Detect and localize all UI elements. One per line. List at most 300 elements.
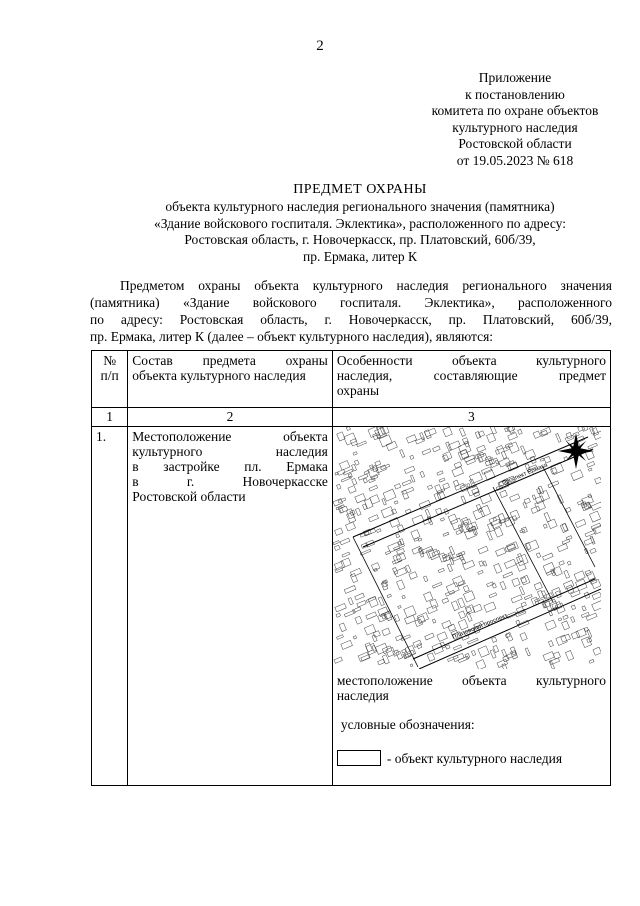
map-building: [381, 507, 394, 518]
map-building: [517, 553, 523, 561]
map-building: [478, 570, 484, 574]
map-building: [564, 570, 570, 578]
map-building: [401, 649, 405, 653]
map-building: [486, 531, 492, 540]
map-building: [396, 534, 400, 538]
intro-line: (памятника) «Здание войскового госпиталя. Эклектика», расположенного: [90, 295, 612, 310]
map-building: [553, 652, 560, 659]
map-building: [588, 443, 598, 449]
map-building: [380, 464, 389, 470]
map-building: [404, 606, 416, 618]
map-building: [404, 615, 415, 624]
map-building: [486, 433, 495, 443]
map-building: [442, 620, 452, 628]
map-building: [420, 471, 425, 477]
map-building: [495, 450, 499, 455]
composition-line: Местоположение объекта: [132, 429, 328, 444]
map-building: [506, 652, 516, 659]
map-building: [368, 515, 378, 522]
map-building: [382, 628, 390, 636]
map-building: [504, 559, 516, 568]
map-building: [508, 442, 519, 453]
map-building: [443, 483, 450, 489]
map-building: [541, 427, 551, 435]
map-building: [352, 607, 360, 613]
map-building: [539, 490, 550, 501]
map-building: [591, 502, 601, 510]
map-building: [548, 641, 553, 647]
map-building: [494, 527, 503, 537]
map-building: [510, 510, 520, 520]
row-number: 1.: [92, 427, 128, 786]
map-building: [446, 582, 459, 594]
map-building: [558, 618, 561, 621]
intro-line: пр. Ермака, литер К (далее – объект культурного наследия), являются:: [90, 329, 494, 344]
map-street-label: Проспект Ермака: [501, 462, 549, 487]
map-building: [345, 522, 355, 531]
location-map: [333, 427, 601, 669]
map-building: [563, 615, 568, 620]
map-building: [396, 580, 404, 590]
map-building: [463, 560, 475, 569]
map-building: [575, 519, 586, 527]
appendix-line: к постановлению: [465, 86, 565, 102]
map-building: [484, 602, 496, 612]
map-building: [377, 659, 384, 665]
map-building: [421, 546, 432, 554]
map-building: [500, 490, 508, 497]
map-building: [491, 637, 496, 642]
map-building: [417, 644, 422, 649]
map-building: [344, 586, 356, 594]
map-building: [461, 496, 466, 503]
map-building: [338, 498, 346, 503]
composition-line: культурного наследия: [132, 444, 328, 459]
map-building: [543, 524, 547, 528]
map-building: [448, 441, 460, 451]
map-building: [532, 495, 536, 500]
map-building: [549, 660, 555, 669]
map-building: [589, 511, 600, 522]
map-building: [458, 656, 468, 663]
map-building: [422, 449, 431, 455]
map-building: [534, 582, 542, 590]
map-building: [383, 489, 396, 501]
map-building: [350, 568, 361, 576]
map-building: [437, 632, 448, 642]
map-building: [393, 554, 402, 563]
map-building: [387, 594, 391, 598]
map-building: [570, 617, 574, 623]
subtitle-line: пр. Ермака, литер К: [302, 248, 418, 264]
map-building: [371, 475, 378, 480]
legend-item: [337, 750, 606, 766]
map-building: [399, 450, 404, 458]
map-building: [471, 650, 475, 655]
map-building: [370, 495, 380, 504]
map-building: [398, 541, 402, 545]
map-street-label: Платовский проспект: [451, 613, 509, 641]
map-building: [501, 451, 507, 459]
map-building: [440, 518, 444, 521]
map-building: [588, 468, 592, 471]
caption-line: местоположение объекта культурного: [336, 673, 606, 688]
map-building: [456, 551, 465, 557]
map-building: [377, 427, 389, 436]
intro-line: Предметом охраны объекта культурного наследия регионального значения: [120, 278, 612, 293]
column-number: 2: [128, 408, 333, 427]
map-building: [589, 659, 594, 663]
map-building: [559, 561, 564, 566]
map-building: [334, 545, 340, 550]
subtitle-line: Ростовская область, г. Новочеркасск, пр. Платовский, 60б/39,: [184, 232, 536, 247]
map-building: [586, 613, 597, 620]
map-building: [542, 553, 553, 560]
header-features-line: наследия, составляющие предмет: [336, 368, 606, 383]
map-building: [544, 512, 551, 522]
map-building: [434, 491, 445, 501]
map-building: [463, 591, 475, 602]
appendix-line: Приложение: [478, 70, 552, 85]
map-building: [458, 525, 463, 533]
map-building: [455, 483, 465, 490]
map-building: [341, 640, 353, 649]
map-drawing: [333, 427, 601, 669]
map-building: [340, 538, 350, 545]
map-building: [410, 455, 414, 459]
header-composition: [128, 351, 333, 408]
map-building: [369, 465, 374, 471]
map-building: [411, 530, 420, 540]
map-building: [448, 624, 456, 631]
map-building: [565, 650, 573, 660]
map-building: [443, 427, 453, 437]
composition-line: в застройке пл. Ермака: [132, 459, 328, 474]
map-building: [373, 631, 380, 638]
column-number-row: [92, 408, 611, 427]
map-building: [475, 431, 481, 438]
map-building: [342, 552, 350, 557]
map-building: [585, 570, 591, 576]
map-building: [442, 598, 449, 604]
map-building: [489, 458, 499, 468]
map-building: [511, 595, 522, 603]
map-building: [337, 432, 345, 441]
map-building: [507, 544, 515, 550]
map-building: [394, 501, 398, 504]
header-number: [92, 351, 128, 408]
map-building: [495, 548, 505, 557]
map-building: [355, 593, 365, 600]
map-building: [535, 501, 546, 511]
map-building: [445, 590, 454, 596]
map-caption: [337, 673, 606, 703]
map-building: [451, 601, 459, 611]
header-number-line: №: [103, 353, 117, 368]
map-building: [355, 508, 361, 515]
map-building: [364, 624, 376, 635]
map-building: [382, 646, 392, 654]
map-building: [402, 595, 405, 599]
map-building: [432, 619, 436, 623]
composition-line: Ростовской области: [132, 489, 246, 504]
map-building: [402, 480, 411, 486]
map-building: [445, 645, 450, 649]
map-building: [454, 462, 461, 468]
map-building: [386, 441, 397, 450]
row-composition: [128, 427, 333, 786]
header-number-line: п/п: [100, 368, 119, 383]
appendix-line: комитета по охране объектов: [431, 103, 599, 118]
map-building: [334, 528, 342, 536]
map-building: [398, 605, 401, 608]
map-building: [335, 603, 347, 612]
map-building: [339, 623, 346, 632]
header-features: [332, 351, 610, 408]
map-building: [346, 427, 350, 430]
map-building: [362, 504, 367, 510]
map-building: [543, 652, 554, 661]
document-subtitle: [60, 199, 640, 265]
intro-line: по адресу: Ростовская область, г. Новочеркасск, пр. Платовский, 60б/39,: [90, 312, 612, 327]
map-building: [520, 575, 529, 585]
header-features-line: Особенности объекта культурного: [336, 353, 606, 368]
appendix-line: Ростовской области: [458, 136, 572, 151]
map-building: [453, 653, 464, 661]
map-building: [465, 653, 470, 658]
map-building: [452, 467, 464, 477]
map-building: [432, 643, 443, 654]
map-building: [521, 602, 526, 607]
map-building: [363, 478, 367, 483]
map-building: [410, 475, 415, 482]
map-building: [561, 621, 569, 630]
map-building: [464, 529, 476, 539]
map-building: [355, 616, 362, 624]
map-building: [427, 653, 435, 661]
map-building: [490, 427, 496, 434]
map-building: [375, 461, 381, 466]
map-building: [524, 595, 532, 600]
map-building: [353, 452, 357, 456]
map-building: [467, 483, 470, 487]
map-building: [505, 461, 514, 467]
map-building: [485, 456, 491, 462]
map-building: [570, 590, 580, 597]
map-building: [479, 505, 490, 516]
map-building: [333, 541, 339, 545]
map-building: [437, 471, 443, 476]
protection-table: [91, 350, 611, 786]
map-building: [472, 488, 479, 494]
map-building: [581, 637, 591, 648]
map-building: [415, 438, 424, 444]
map-building: [557, 544, 567, 552]
legend-label: - объект культурного наследия: [386, 750, 563, 766]
column-number: 1: [92, 408, 128, 427]
map-building: [412, 546, 422, 554]
map-building: [493, 563, 501, 573]
map-building: [375, 643, 388, 654]
map-building: [480, 494, 491, 504]
map-building: [334, 657, 342, 663]
map-building: [432, 582, 442, 588]
map-building: [354, 460, 359, 465]
header-composition-line: Состав предмета охраны: [132, 353, 328, 368]
map-building: [341, 476, 351, 482]
map-building: [567, 561, 571, 565]
document-title: ПРЕДМЕТ ОХРАНЫ: [293, 182, 427, 197]
map-building: [476, 660, 486, 669]
map-building: [372, 635, 377, 642]
legend-title: условные обозначения:: [340, 717, 475, 732]
row-features: [332, 427, 610, 786]
map-building: [341, 558, 351, 568]
map-building: [335, 472, 338, 475]
map-building: [339, 461, 349, 471]
map-building: [472, 604, 481, 612]
map-building: [348, 486, 356, 494]
map-building: [463, 585, 469, 591]
map-building: [489, 593, 497, 598]
map-building: [423, 576, 428, 582]
map-building: [336, 635, 343, 640]
map-building: [555, 434, 560, 443]
map-building: [372, 645, 376, 651]
map-building: [457, 598, 465, 608]
map-building: [458, 450, 469, 461]
map-building: [453, 645, 461, 650]
map-building: [492, 583, 496, 588]
map-building: [584, 538, 594, 546]
map-building: [536, 553, 541, 558]
map-building: [473, 508, 485, 519]
subtitle-line: «Здание войскового госпиталя. Эклектика», расположенного по адресу:: [153, 215, 566, 231]
map-building: [592, 592, 601, 599]
map-street-platovsky: [413, 579, 601, 669]
table-header-row: [92, 351, 611, 408]
map-building: [582, 606, 586, 611]
map-building: [592, 601, 601, 611]
header-features-line: охраны: [336, 383, 380, 398]
map-building: [458, 611, 465, 619]
map-building: [478, 546, 488, 554]
map-building: [578, 427, 585, 431]
map-building: [504, 428, 507, 432]
map-building: [496, 445, 502, 450]
map-building: [587, 461, 595, 467]
header-composition-line: объекта культурного наследия: [132, 368, 306, 383]
map-building: [545, 620, 556, 630]
legend-box-icon: [337, 750, 381, 766]
map-building: [516, 561, 526, 571]
map-building: [508, 433, 518, 441]
map-building: [520, 446, 526, 455]
map-building: [427, 485, 432, 490]
map-building: [590, 548, 596, 553]
map-building: [369, 485, 378, 491]
column-number: 3: [332, 408, 610, 427]
appendix-line: от 19.05.2023 № 618: [456, 152, 574, 168]
map-building: [423, 592, 432, 602]
map-building: [531, 506, 540, 513]
map-building: [469, 472, 482, 484]
map-building: [371, 563, 380, 571]
map-building: [582, 427, 588, 431]
map-building: [490, 650, 496, 659]
caption-line: наследия: [336, 688, 389, 703]
map-building: [593, 525, 601, 535]
appendix-line: культурного наследия: [452, 119, 578, 135]
map-building: [432, 446, 440, 452]
map-building: [461, 559, 465, 564]
map-building: [336, 613, 341, 617]
map-building: [503, 572, 513, 578]
map-building: [348, 598, 353, 605]
map-building: [592, 428, 599, 436]
map-building: [447, 564, 452, 572]
map-building: [402, 487, 413, 494]
table-row: [92, 427, 611, 786]
map-building: [394, 484, 400, 490]
map-building: [353, 636, 356, 639]
map-building: [501, 649, 506, 656]
map-building: [425, 509, 431, 518]
map-building: [425, 633, 434, 640]
map-building: [594, 477, 600, 484]
map-building: [406, 435, 416, 444]
map-building: [483, 561, 487, 566]
map-building: [439, 478, 445, 482]
map-building: [459, 428, 465, 437]
map-building: [510, 650, 517, 659]
map-building: [376, 529, 381, 533]
map-building: [366, 597, 376, 603]
map-building: [540, 458, 544, 461]
map-building: [379, 435, 392, 447]
map-building: [368, 596, 378, 607]
map-building: [364, 499, 373, 509]
map-building: [355, 494, 366, 503]
map-building: [404, 466, 414, 473]
map-building: [547, 519, 557, 529]
map-building: [506, 632, 513, 641]
map-building: [525, 648, 530, 656]
map-building: [410, 664, 413, 667]
map-building: [351, 478, 356, 484]
map-building: [500, 581, 506, 589]
map-building: [523, 502, 527, 508]
map-building: [524, 498, 530, 504]
map-building: [519, 586, 525, 595]
map-building: [585, 530, 596, 537]
map-building: [336, 484, 341, 489]
map-building: [409, 572, 417, 580]
map-building: [520, 633, 527, 641]
map-building: [366, 612, 377, 620]
map-building: [445, 442, 451, 451]
map-building: [533, 431, 540, 439]
map-building: [512, 578, 520, 587]
appendix-block: [410, 70, 620, 169]
intro-paragraph: [90, 277, 612, 345]
map-building: [336, 505, 344, 510]
subtitle-line: объекта культурного наследия регионального значения (памятника): [165, 199, 555, 214]
map-building: [481, 467, 491, 474]
map-building: [556, 635, 567, 645]
map-building: [495, 460, 498, 464]
map-building: [458, 553, 463, 560]
